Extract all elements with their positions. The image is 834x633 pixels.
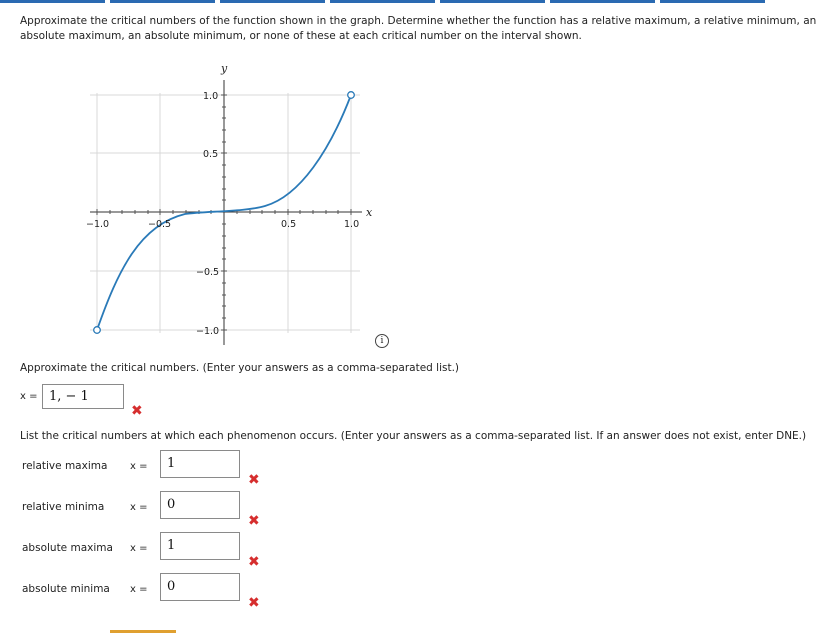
x-tick-label: 1.0 (344, 219, 360, 230)
x-equals-label: x = (130, 543, 148, 554)
y-tick-label: −1.0 (196, 326, 220, 337)
relative-maxima-label: relative maxima (22, 460, 108, 472)
x-equals-label: x = (130, 584, 148, 595)
question-prompt: Approximate the critical numbers of the function shown in the graph. Determine whether the function has a relative maximum, a relative minimum, an absolute maximum, an absolute minimum, or none of these at each critical number on the interval shown. (20, 15, 817, 42)
y-tick-label: 1.0 (203, 91, 219, 102)
open-endpoint-left (94, 327, 101, 334)
x-tick-label: −0.5 (148, 219, 172, 230)
x-equals-label: x = (130, 502, 148, 513)
absolute-maxima-label: absolute maxima (22, 542, 113, 554)
absolute-minima-input[interactable]: 0 (160, 573, 240, 601)
critical-numbers-input[interactable]: 1, − 1 (42, 384, 124, 409)
info-icon[interactable]: i (375, 334, 389, 348)
relative-maxima-input[interactable]: 1 (160, 450, 240, 478)
incorrect-icon: ✖ (248, 472, 260, 488)
top-progress-bar (0, 0, 834, 5)
grid (90, 93, 360, 333)
question1-text: Approximate the critical numbers. (Enter your answers as a comma-separated list.) (20, 362, 460, 374)
x-equals-label: x = (130, 461, 148, 472)
y-axis-label: y (221, 62, 228, 75)
y-tick-label: −0.5 (196, 267, 220, 278)
open-endpoint-right (348, 92, 355, 99)
incorrect-icon: ✖ (248, 513, 260, 529)
relative-minima-input[interactable]: 0 (160, 491, 240, 519)
x-axis-label: x (366, 206, 373, 219)
incorrect-icon: ✖ (131, 403, 143, 419)
y-tick-label: 0.5 (203, 149, 219, 160)
absolute-minima-label: absolute minima (22, 583, 110, 595)
incorrect-icon: ✖ (248, 554, 260, 570)
x-tick-label: 0.5 (281, 219, 297, 230)
incorrect-icon: ✖ (248, 595, 260, 611)
x-equals-label: x = (20, 391, 38, 402)
relative-minima-label: relative minima (22, 501, 105, 513)
absolute-maxima-input[interactable]: 1 (160, 532, 240, 560)
x-tick-label: −1.0 (86, 219, 110, 230)
axes (90, 80, 362, 345)
function-graph (58, 58, 378, 348)
question2-text: List the critical numbers at which each phenomenon occurs. (Enter your answers as a comma-separated list. If an answer does not exist, enter DNE.) (20, 430, 807, 442)
